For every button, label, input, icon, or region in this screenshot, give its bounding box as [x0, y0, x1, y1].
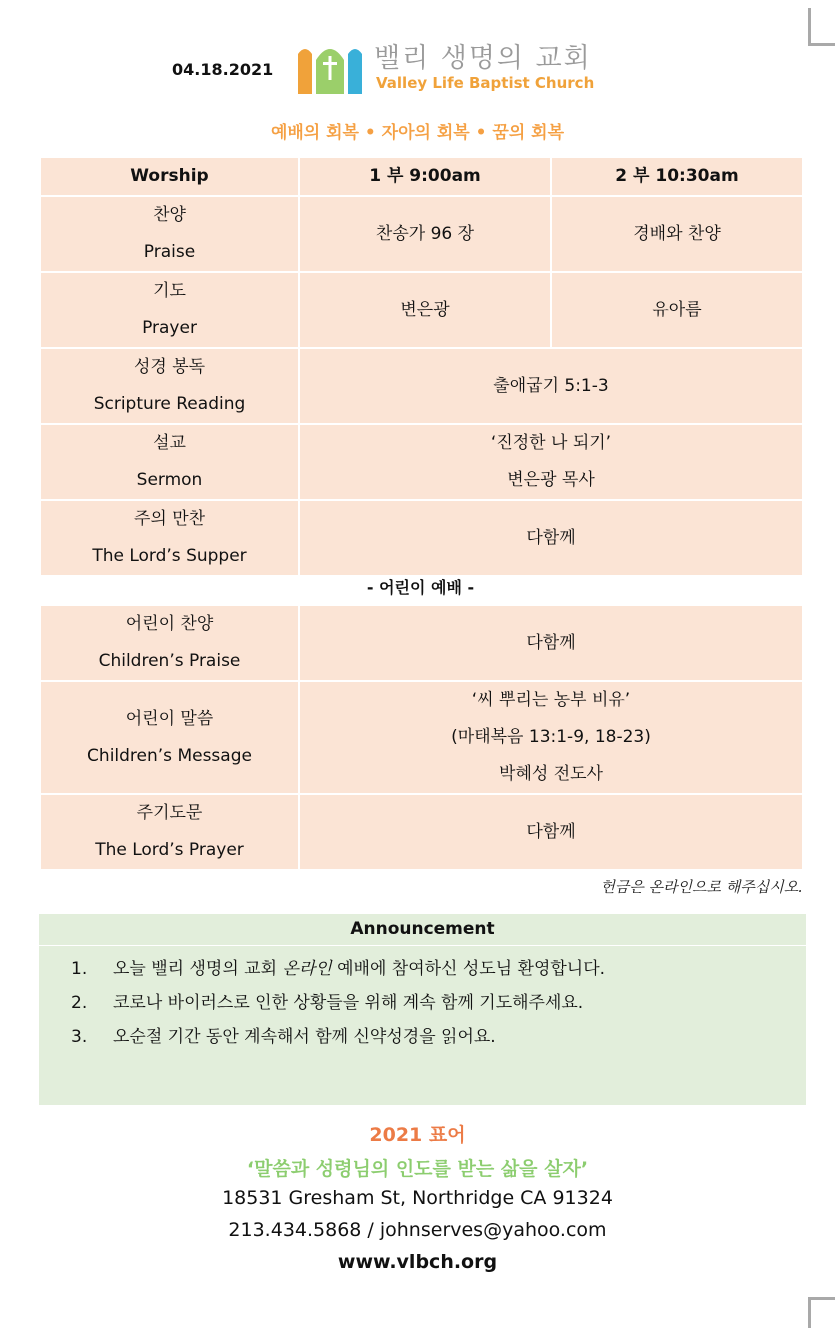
announcement-title: Announcement: [39, 914, 806, 946]
children-worship-title: - 어린이 예배 -: [39, 572, 802, 605]
announcement-box: [39, 914, 806, 1105]
announcement-list: [39, 952, 806, 1054]
list-item: 1. 오늘 밸리 생명의 교회 온라인 예배에 참여하신 성도님 환영합니다.: [71, 959, 606, 979]
year-theme-verse: ‘말씀과 성령님의 인도를 받는 삶을 살자’: [246, 1158, 589, 1180]
header-worship: Worship: [40, 157, 299, 196]
table-row: [40, 196, 803, 272]
second-service-cell: 유아름: [551, 272, 803, 348]
table-header-row: [40, 157, 803, 196]
row-label: 어린이 말씀 Children’s Message: [40, 681, 299, 794]
offering-note: 헌금은 온라인으로 해주십시오.: [600, 878, 803, 896]
table-row: [40, 681, 803, 794]
year-theme-label: 2021 표어: [369, 1124, 466, 1146]
value-cell: ‘씨 뿌리는 농부 비유’ (마태복음 13:1-9, 18-23) 박혜성 전도사: [299, 681, 803, 794]
worship-table: [39, 156, 804, 577]
first-service-cell: 찬송가 96 장: [299, 196, 551, 272]
header-first-service: 1 부 9:00am: [299, 157, 551, 196]
table-row: [40, 272, 803, 348]
row-label: 주의 만찬 The Lord’s Supper: [40, 500, 299, 576]
combined-cell: 다함께: [299, 500, 803, 576]
value-cell: 다함께: [299, 605, 803, 681]
table-row: [40, 348, 803, 424]
combined-cell: ‘진정한 나 되기’ 변은광 목사: [299, 424, 803, 500]
children-worship-table: [39, 604, 804, 871]
church-name-korean: 밸리 생명의 교회: [374, 43, 592, 74]
bulletin-date: 04.18.2021: [172, 60, 274, 79]
church-name-english: Valley Life Baptist Church: [376, 74, 595, 92]
row-label: 기도 Prayer: [40, 272, 299, 348]
church-contact: 213.434.5868 / johnserves@yahoo.com: [228, 1219, 607, 1241]
motto: 예배의 회복 • 자아의 회복 • 꿈의 회복: [270, 123, 565, 143]
row-label: 주기도문 The Lord’s Prayer: [40, 794, 299, 870]
table-row: [40, 605, 803, 681]
row-label: 설교 Sermon: [40, 424, 299, 500]
list-item: 2. 코로나 바이러스로 인한 상황들을 위해 계속 함께 기도해주세요.: [71, 993, 584, 1013]
table-row: [40, 424, 803, 500]
list-item: 3. 오순절 기간 동안 계속해서 함께 신약성경을 읽어요.: [71, 1027, 496, 1047]
row-label: 찬양 Praise: [40, 196, 299, 272]
row-label: 성경 봉독 Scripture Reading: [40, 348, 299, 424]
bulletin-header: [0, 36, 835, 100]
church-address: 18531 Gresham St, Northridge CA 91324: [222, 1187, 613, 1209]
header-second-service: 2 부 10:30am: [551, 157, 803, 196]
church-logo-icon: [296, 40, 364, 94]
second-service-cell: 경배와 찬양: [551, 196, 803, 272]
church-website: www.vlbch.org: [337, 1251, 498, 1273]
value-cell: 다함께: [299, 794, 803, 870]
row-label: 어린이 찬양 Children’s Praise: [40, 605, 299, 681]
first-service-cell: 변은광: [299, 272, 551, 348]
crop-mark-bottom-right: [808, 1297, 835, 1328]
table-row: [40, 794, 803, 870]
table-row: [40, 500, 803, 576]
combined-cell: 출애굽기 5:1-3: [299, 348, 803, 424]
